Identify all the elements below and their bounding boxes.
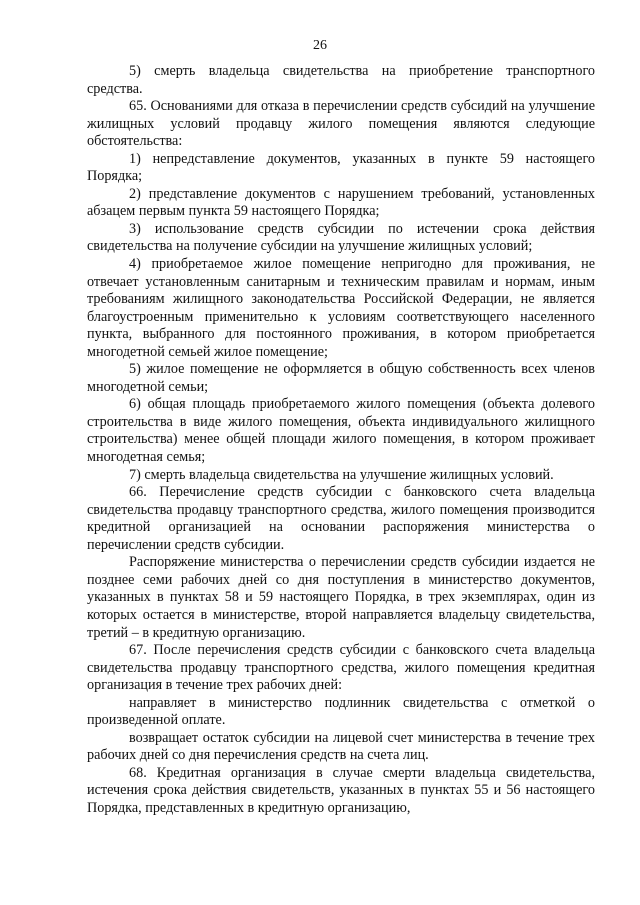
paragraph: 67. После перечисления средств субсидии с банковского счета владельца свидетельства продавцу транспортного средства, жилого помещения кредитная организация в течение трех рабочих дней: xyxy=(87,642,595,694)
paragraph: 5) смерть владельца свидетельства на приобретение транспортного средства. xyxy=(87,63,595,97)
paragraph: 68. Кредитная организация в случае смерти владельца свидетельства, истечения срока действия свидетельств, указанных в пунктах 55 и 56 настоящего Порядка, представленных в кредитную организацию, xyxy=(87,764,595,816)
paragraph: 4) приобретаемое жилое помещение непригодно для проживания, не отвечает установленным санитарным и техническим правилам и нормам, иным требованиям жилищного законодательства Российской Федерации, не является благоустроенным применительно к условиям соответствующего населенного пункта, выбранного для постоянного проживания, в котором приобретается многодетной семьей жилое помещение; xyxy=(87,256,595,360)
paragraph: 7) смерть владельца свидетельства на улучшение жилищных условий. xyxy=(129,466,554,483)
paragraph: 66. Перечисление средств субсидии с банковского счета владельца свидетельства продавцу транспортного средства, жилого помещения производится кредитной организацией на основании распоряжения министерства о перечислении средств субсидии. xyxy=(87,484,595,553)
paragraph: 3) использование средств субсидии по истечении срока действия свидетельства на получение субсидии на улучшение жилищных условий; xyxy=(87,220,595,255)
paragraph: Распоряжение министерства о перечислении средств субсидии издается не позднее семи рабочих дней со дня поступления в министерство документов, указанных в пунктах 58 и 59 настоящего Порядка, в трех экземплярах, один из которых остается в министерстве, второй направляется владельцу свидетельства, третий – в кредитную организацию. xyxy=(87,554,595,641)
paragraph: 65. Основаниями для отказа в перечислении средств субсидий на улучшение жилищных условий продавцу жилого помещения являются следующие обстоятельства: xyxy=(87,98,595,150)
paragraph: 2) представление документов с нарушением требований, установленных абзацем первым пункта 59 настоящего Порядка; xyxy=(87,185,595,220)
paragraph: 6) общая площадь приобретаемого жилого помещения (объекта долевого строительства в виде жилого помещения, объекта индивидуального жилищного строительства) менее общей площади жилого помещения, в котором проживает многодетная семья; xyxy=(87,396,595,466)
page-number: 26 xyxy=(313,38,327,53)
paragraph: 1) непредставление документов, указанных в пункте 59 настоящего Порядка; xyxy=(87,150,595,185)
paragraph: возвращает остаток субсидии на лицевой счет министерства в течение трех рабочих дней со дня перечисления средств на счета лиц. xyxy=(87,729,595,764)
paragraph: 5) жилое помещение не оформляется в общую собственность всех членов многодетной семьи; xyxy=(87,361,595,395)
paragraph: направляет в министерство подлинник свидетельства с отметкой о произведенной оплате. xyxy=(87,694,595,729)
document-body xyxy=(87,63,595,818)
